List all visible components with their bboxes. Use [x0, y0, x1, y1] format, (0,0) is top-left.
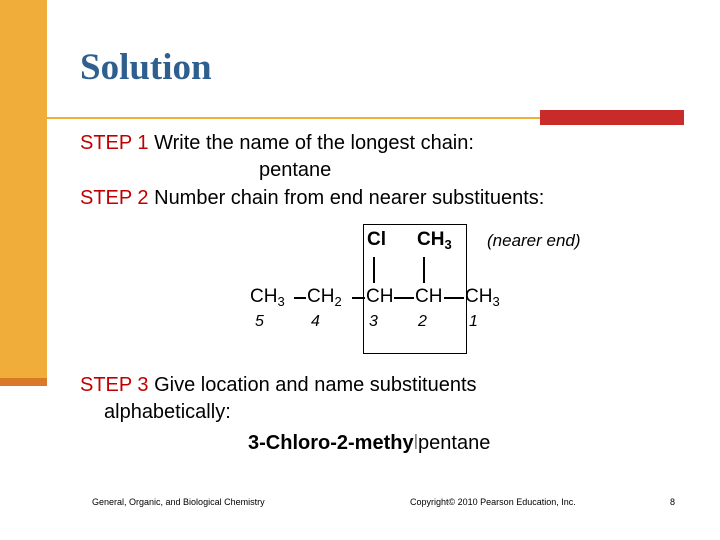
step3-answer	[248, 432, 490, 455]
chain-bond-2	[352, 297, 365, 299]
methyl-main: CH	[417, 229, 445, 250]
chain-number-4: 4	[311, 313, 320, 330]
step1-label: STEP 1	[80, 132, 149, 154]
step2-label: STEP 2	[80, 187, 149, 209]
footer-course: General, Organic, and Biological Chemistry	[92, 497, 265, 507]
chain-atom-1	[250, 286, 285, 309]
methyl-sub: 3	[444, 237, 452, 252]
chain-atom-1-sub: 3	[277, 294, 285, 309]
step2-line	[80, 187, 544, 210]
chain-atom-4	[415, 286, 442, 309]
step2-text: Number chain from end nearer substituents:	[148, 187, 545, 209]
answer-part3: pentane	[418, 432, 491, 454]
chain-number-3: 3	[369, 313, 378, 330]
step1-answer: pentane	[259, 159, 332, 181]
slide-title: Solution	[80, 47, 212, 88]
nearer-end-note: (nearer end)	[487, 231, 581, 250]
chain-atom-2	[307, 286, 342, 309]
chain-atom-3-main: CH	[366, 286, 394, 307]
chain-number-1: 1	[469, 313, 478, 330]
left-accent-bar	[0, 0, 47, 386]
step3-text-cont: alphabetically:	[104, 401, 231, 423]
step3-text: Give location and name substituents	[148, 374, 477, 396]
title-rule-accent	[540, 110, 684, 125]
step1-line	[80, 132, 474, 155]
chain-bond-3	[394, 297, 414, 299]
chain-atom-5	[465, 286, 500, 309]
chain-number-2: 2	[418, 313, 427, 330]
methyl-substituent	[417, 229, 452, 252]
footer-page-number: 8	[670, 497, 676, 507]
chain-atom-5-main: CH	[465, 286, 493, 307]
chain-atom-5-sub: 3	[492, 294, 500, 309]
footer-copyright: Copyright© 2010 Pearson Education, Inc.	[410, 497, 576, 507]
chain-atom-2-sub: 2	[334, 294, 342, 309]
chlorine-substituent: Cl	[367, 229, 386, 250]
chain-atom-1-main: CH	[250, 286, 278, 307]
step3-line	[80, 374, 477, 397]
chain-bond-1	[294, 297, 306, 299]
bond-cl	[373, 257, 375, 283]
chain-atom-4-main: CH	[415, 286, 443, 307]
left-accent-bar-end	[0, 378, 47, 386]
chain-number-5: 5	[255, 313, 264, 330]
chain-atom-3	[366, 286, 393, 309]
step3-label: STEP 3	[80, 374, 149, 396]
chain-atom-2-main: CH	[307, 286, 335, 307]
step1-text: Write the name of the longest chain:	[148, 132, 474, 154]
title-rule	[30, 117, 540, 119]
answer-part2: l	[413, 432, 419, 454]
chain-bond-4	[444, 297, 464, 299]
answer-part1: 3-Chloro-2-methy	[248, 432, 414, 454]
bond-ch3	[423, 257, 425, 283]
